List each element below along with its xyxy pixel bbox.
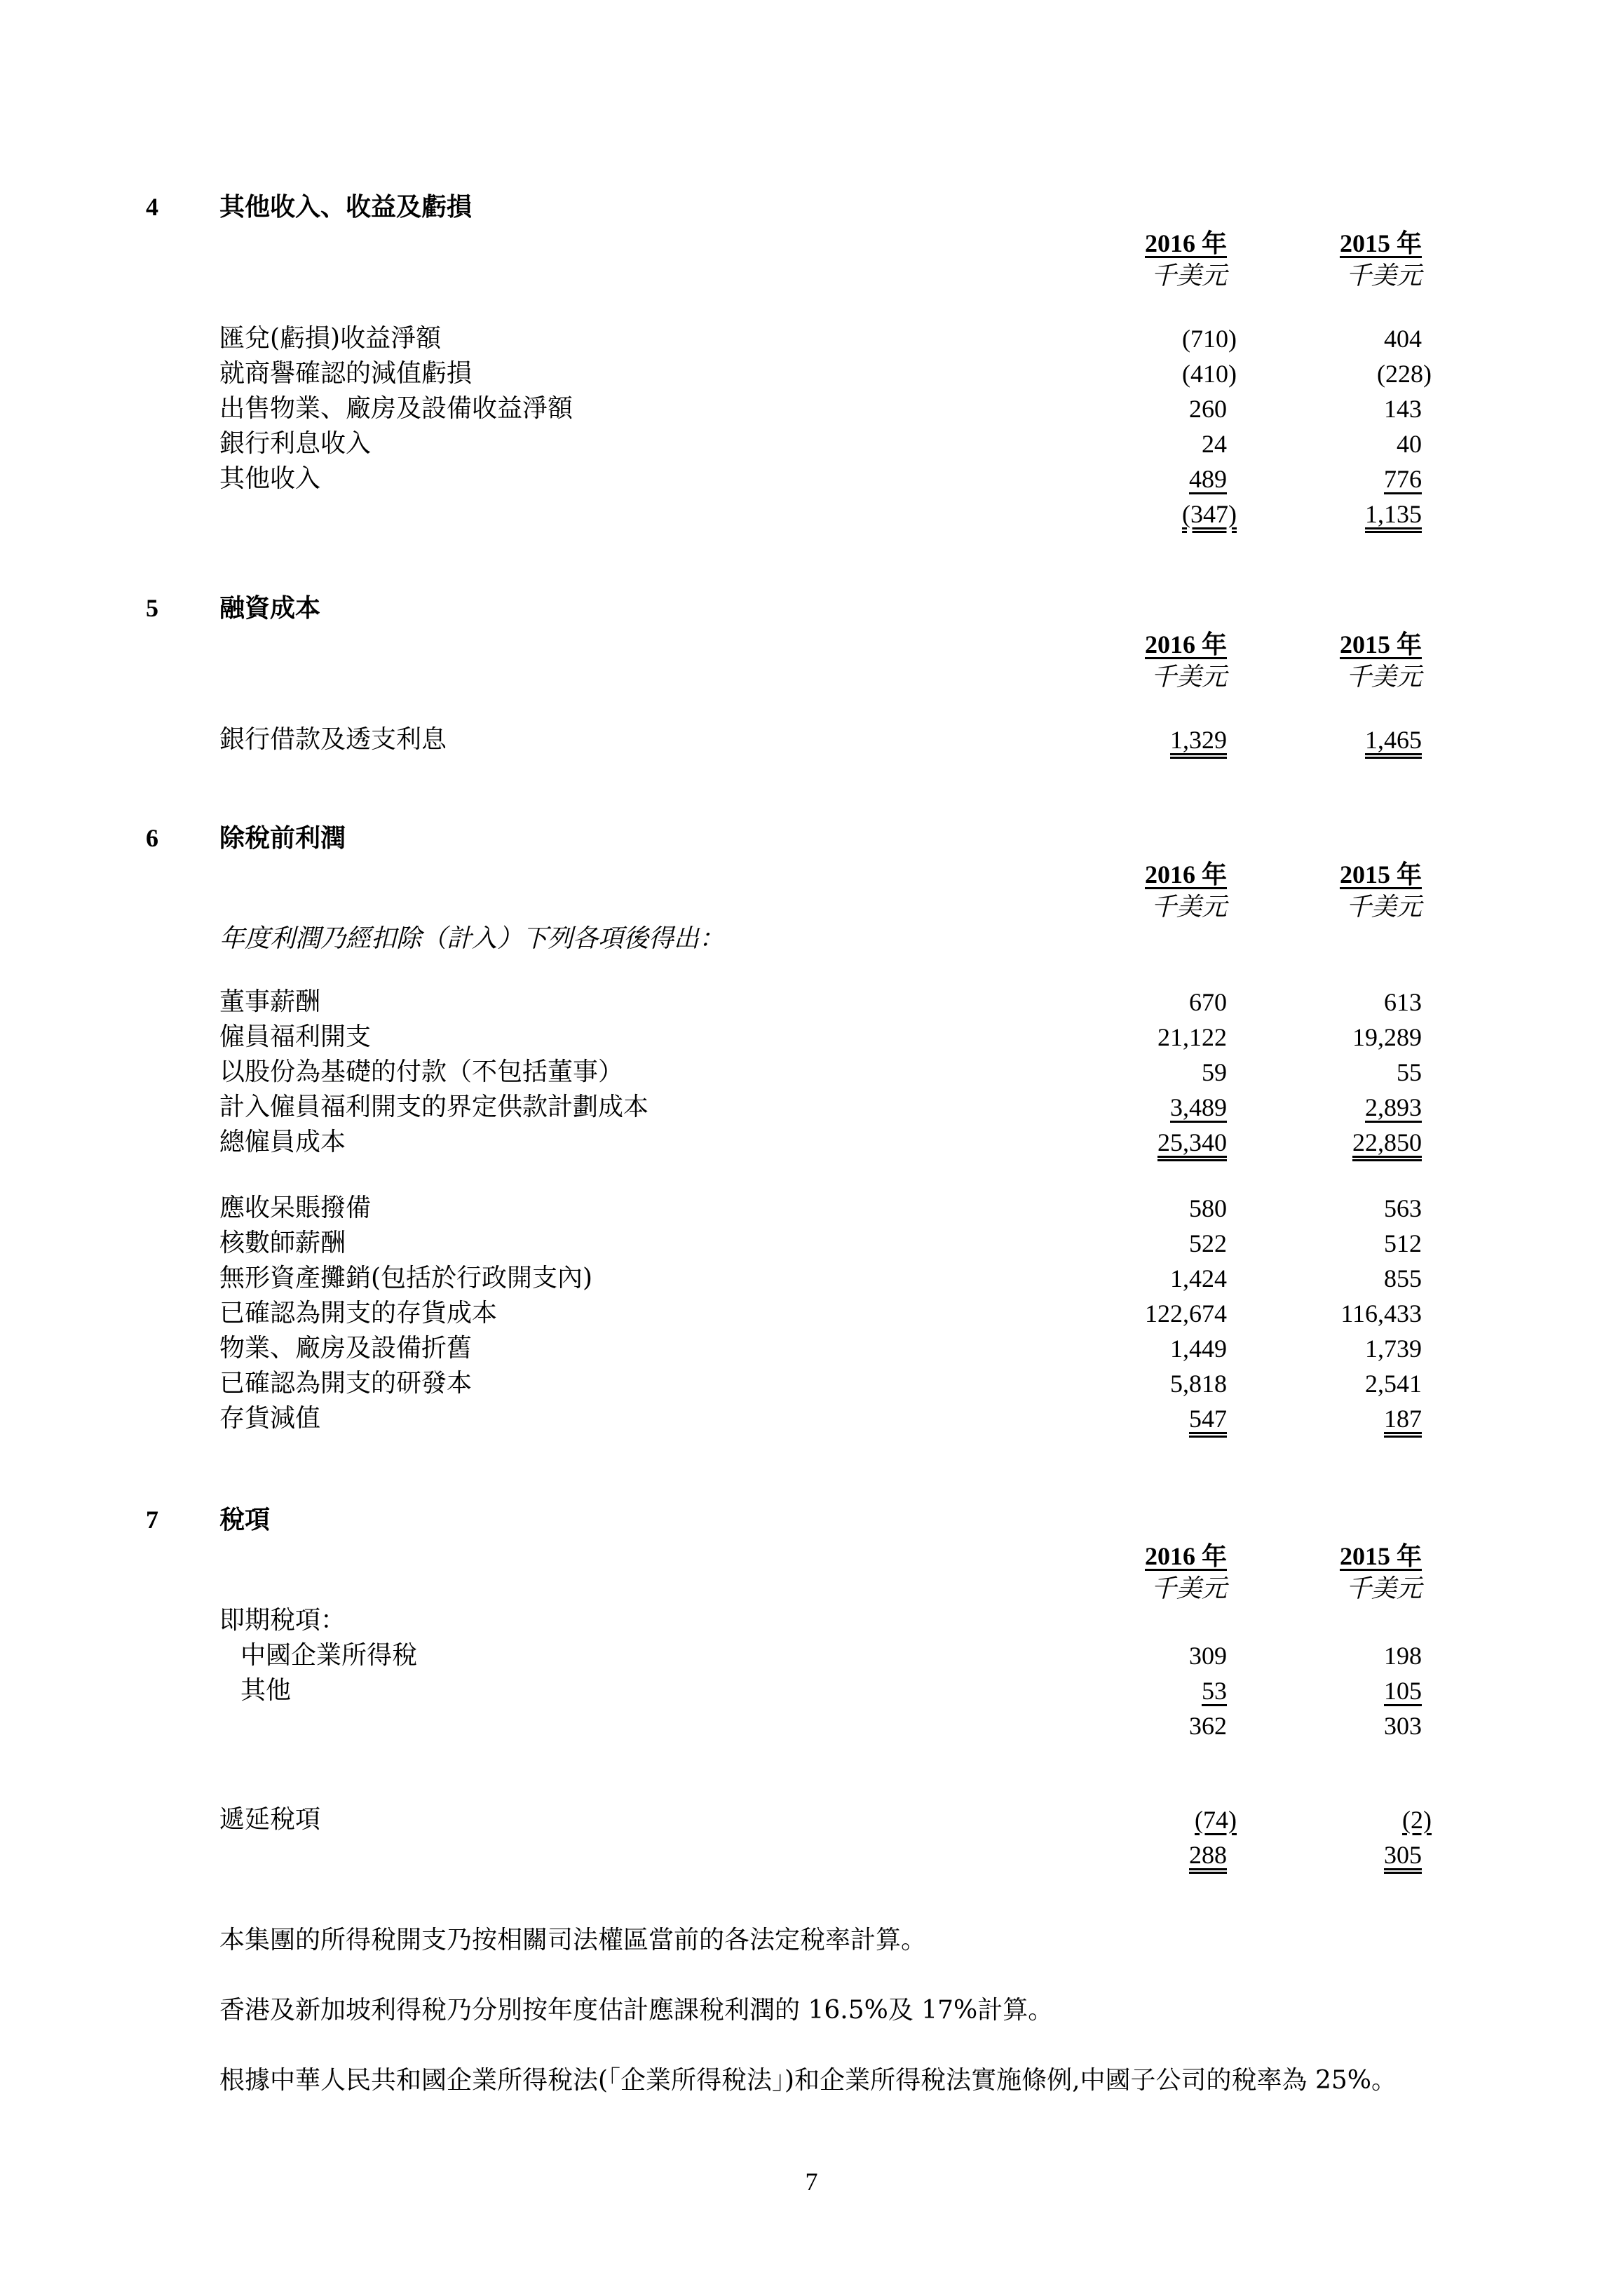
table-row xyxy=(0,321,1623,356)
value-2015: 404 xyxy=(1384,325,1422,353)
value-2015: 105 xyxy=(1384,1677,1422,1705)
value-2015: 198 xyxy=(1384,1642,1422,1670)
total-row xyxy=(0,1837,1623,1872)
year-2015-header: 2015 年 xyxy=(1339,860,1422,889)
paragraph: 香港及新加坡利得稅乃分別按年度估計應課稅利潤的 16.5%及 17%計算。 xyxy=(219,1996,1054,2025)
row-label: 中國企業所得稅 xyxy=(240,1641,418,1670)
value-2016: 3,489 xyxy=(1170,1093,1227,1121)
column-header-unit xyxy=(0,659,1623,694)
table-row xyxy=(0,1638,1623,1673)
value-2015: (228) xyxy=(1377,360,1432,388)
value-2015: 19,289 xyxy=(1352,1023,1422,1051)
value-2016: 670 xyxy=(1189,988,1227,1016)
row-label: 已確認為開支的研發本 xyxy=(219,1369,473,1398)
value-2016: (410) xyxy=(1182,360,1237,388)
table-row xyxy=(0,1191,1623,1226)
subtotal-row xyxy=(0,1708,1623,1743)
unit-2016-header: 千美元 xyxy=(1150,1574,1227,1602)
row-label: 銀行借款及透支利息 xyxy=(219,725,447,754)
value-2016: 59 xyxy=(1202,1058,1227,1086)
table-row xyxy=(0,426,1623,461)
note-number: 4 xyxy=(146,193,158,221)
table-row xyxy=(0,1401,1623,1436)
row-label: 銀行利息收入 xyxy=(219,429,372,458)
row-label: 董事薪酬 xyxy=(219,987,321,1016)
table-row xyxy=(0,391,1623,426)
value-2015: 776 xyxy=(1384,465,1422,493)
year-2015-header: 2015 年 xyxy=(1339,229,1422,257)
column-header-year xyxy=(0,226,1623,261)
note-title: 稅項 xyxy=(219,1505,271,1534)
row-label: 計入僱員福利開支的界定供款計劃成本 xyxy=(219,1093,649,1121)
table-row xyxy=(0,356,1623,391)
total-2016: (347) xyxy=(1182,500,1237,528)
value-2015: 143 xyxy=(1384,395,1422,423)
note-title: 除稅前利潤 xyxy=(219,823,346,853)
total-2015: 305 xyxy=(1384,1841,1422,1869)
year-2016-header: 2016 年 xyxy=(1144,229,1227,257)
subtotal-2016: 362 xyxy=(1189,1712,1227,1740)
row-label: 已確認為開支的存貨成本 xyxy=(219,1299,498,1328)
intro-text: 年度利潤乃經扣除（計入）下列各項後得出： xyxy=(219,924,725,953)
value-2016: 522 xyxy=(1189,1229,1227,1257)
unit-2016-header: 千美元 xyxy=(1150,663,1227,691)
current-tax-label-row xyxy=(0,1603,1623,1638)
value-2015: 563 xyxy=(1384,1194,1422,1222)
value-2016: (74) xyxy=(1195,1806,1237,1834)
value-2016: 5,818 xyxy=(1170,1370,1227,1398)
value-2016: 24 xyxy=(1202,430,1227,458)
row-label: 出售物業、廠房及設備收益淨額 xyxy=(219,394,573,423)
row-label: 以股份為基礎的付款（不包括董事） xyxy=(219,1058,624,1086)
value-2015: 1,739 xyxy=(1365,1335,1422,1363)
value-2016: 1,329 xyxy=(1170,726,1227,754)
unit-2016-header: 千美元 xyxy=(1150,262,1227,290)
table-row xyxy=(0,1331,1623,1366)
paragraph: 本集團的所得稅開支乃按相關司法權區當前的各法定稅率計算。 xyxy=(219,1926,927,1954)
intro-row xyxy=(0,921,1623,957)
value-2015: 512 xyxy=(1384,1229,1422,1257)
table-row xyxy=(0,1261,1623,1296)
value-2015: 22,850 xyxy=(1352,1128,1422,1156)
note-6-heading xyxy=(0,821,1623,856)
year-2015-header: 2015 年 xyxy=(1339,1542,1422,1570)
table-row xyxy=(0,1090,1623,1125)
note-number: 6 xyxy=(146,824,158,852)
value-2015: 116,433 xyxy=(1340,1299,1422,1328)
value-2015: 2,541 xyxy=(1365,1370,1422,1398)
note-number: 7 xyxy=(146,1506,158,1534)
column-header-unit xyxy=(0,1571,1623,1606)
note-number: 5 xyxy=(146,594,158,622)
value-2015: 187 xyxy=(1384,1405,1422,1433)
note-5-heading xyxy=(0,590,1623,626)
table-row xyxy=(0,1673,1623,1708)
note-title: 融資成本 xyxy=(219,593,321,623)
column-header-unit xyxy=(0,889,1623,924)
total-row xyxy=(0,497,1623,532)
unit-2015-header: 千美元 xyxy=(1345,663,1422,691)
row-label: 無形資產攤銷(包括於行政開支內) xyxy=(219,1264,593,1292)
current-tax-label: 即期稅項： xyxy=(219,1606,346,1635)
value-2016: (710) xyxy=(1182,325,1237,353)
table-row xyxy=(0,985,1623,1020)
subtotal-2015: 303 xyxy=(1384,1712,1422,1740)
row-label: 就商譽確認的減值虧損 xyxy=(219,359,473,388)
column-header-unit xyxy=(0,258,1623,293)
table-row xyxy=(0,1020,1623,1055)
note-title: 其他收入、收益及虧損 xyxy=(219,192,473,222)
table-row xyxy=(0,1802,1623,1837)
table-row xyxy=(0,1055,1623,1090)
value-2016: 489 xyxy=(1189,465,1227,493)
value-2016: 122,674 xyxy=(1145,1299,1227,1328)
table-row xyxy=(0,1125,1623,1160)
total-2015: 1,135 xyxy=(1365,500,1422,528)
value-2016: 260 xyxy=(1189,395,1227,423)
value-2015: 55 xyxy=(1397,1058,1422,1086)
value-2016: 1,449 xyxy=(1170,1335,1227,1363)
value-2016: 21,122 xyxy=(1157,1023,1227,1051)
unit-2015-header: 千美元 xyxy=(1345,893,1422,921)
value-2015: 613 xyxy=(1384,988,1422,1016)
note-7-heading xyxy=(0,1502,1623,1537)
column-header-year xyxy=(0,857,1623,892)
row-label: 遞延稅項 xyxy=(219,1805,321,1834)
value-2015: 855 xyxy=(1384,1264,1422,1292)
table-row xyxy=(0,1296,1623,1331)
unit-2016-header: 千美元 xyxy=(1150,893,1227,921)
value-2015: 1,465 xyxy=(1365,726,1422,754)
row-label: 物業、廠房及設備折舊 xyxy=(219,1334,473,1363)
row-label: 核數師薪酬 xyxy=(219,1229,346,1257)
value-2016: 580 xyxy=(1189,1194,1227,1222)
row-label: 總僱員成本 xyxy=(219,1128,346,1156)
column-header-year xyxy=(0,627,1623,662)
value-2015: 2,893 xyxy=(1365,1093,1422,1121)
value-2015: (2) xyxy=(1402,1806,1432,1834)
table-row xyxy=(0,1226,1623,1261)
row-label: 存貨減值 xyxy=(219,1404,321,1433)
total-2016: 288 xyxy=(1189,1841,1227,1869)
value-2016: 53 xyxy=(1202,1677,1227,1705)
year-2016-header: 2016 年 xyxy=(1144,860,1227,889)
paragraph: 根據中華人民共和國企業所得稅法(「企業所得稅法」)和企業所得稅法實施條例,中國子公司的稅率為 25%。 xyxy=(219,2066,1397,2095)
row-label: 應收呆賬撥備 xyxy=(219,1194,372,1222)
row-label: 僱員福利開支 xyxy=(219,1022,372,1051)
table-row xyxy=(0,722,1623,757)
unit-2015-header: 千美元 xyxy=(1345,1574,1422,1602)
page-number: 7 xyxy=(805,2168,818,2196)
table-row xyxy=(0,1366,1623,1401)
table-row xyxy=(0,461,1623,497)
row-label: 匯兌(虧損)收益淨額 xyxy=(219,324,442,353)
row-label: 其他 xyxy=(240,1676,292,1705)
year-2015-header: 2015 年 xyxy=(1339,630,1422,659)
value-2016: 547 xyxy=(1189,1405,1227,1433)
note-4-heading xyxy=(0,189,1623,224)
unit-2015-header: 千美元 xyxy=(1345,262,1422,290)
value-2015: 40 xyxy=(1397,430,1422,458)
value-2016: 25,340 xyxy=(1157,1128,1227,1156)
column-header-year xyxy=(0,1539,1623,1574)
row-label: 其他收入 xyxy=(219,464,321,493)
value-2016: 1,424 xyxy=(1170,1264,1227,1292)
year-2016-header: 2016 年 xyxy=(1144,1542,1227,1570)
year-2016-header: 2016 年 xyxy=(1144,630,1227,659)
value-2016: 309 xyxy=(1189,1642,1227,1670)
